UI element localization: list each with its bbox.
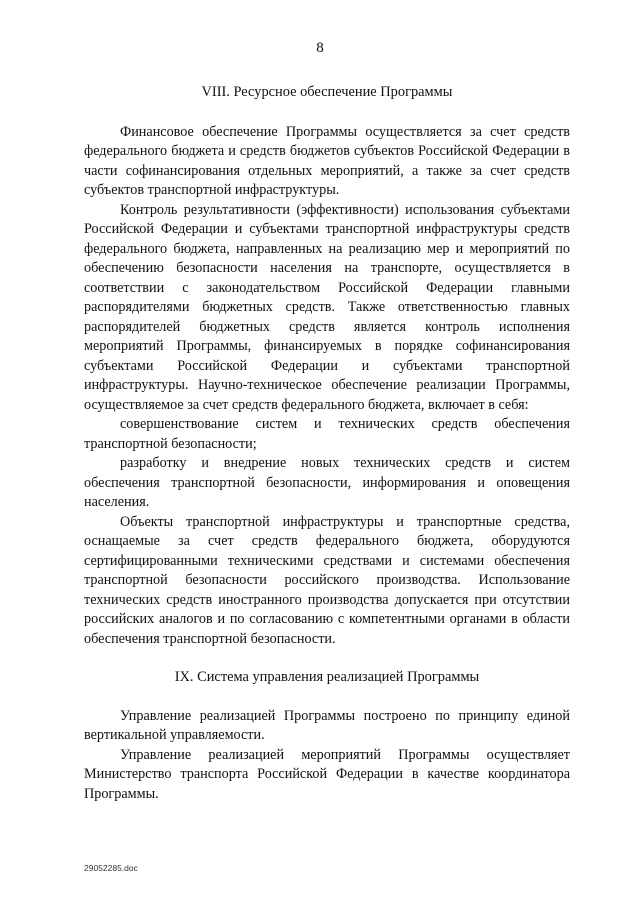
section-8-paragraph-4: разработку и внедрение новых технических средств и систем обеспечения транспортной безопасности, информирования и оповещения населения. (84, 455, 570, 510)
section-8-paragraph-2: Контроль результативности (эффективности) использования субъектами Российской Федерации и субъектами транспортной инфраструктуры средств федерального бюджета, направленных на реализацию мер и мероприятий по обеспечению безопасности населения на транспорте, осуществляется в соответствии с законодательством Российской Федерации главными распорядителями бюджетных средств. Также ответственностью главных распорядителей бюджетных средств является контроль исполнения мероприятий Программы, финансируемых в порядке софинансирования субъектами Российской Федерации и субъектами транспортной инфраструктуры. Научно-техническое обеспечение реализации Программы, осуществляемое за счет средств федерального бюджета, включает в себя: (84, 201, 570, 413)
section-9-paragraph-2: Управление реализацией мероприятий Программы осуществляет Министерство транспорта Российской Федерации в качестве координатора Программы. (84, 746, 570, 802)
section-9-title: IX. Система управления реализацией Программы (174, 669, 480, 685)
section-8-title: VIII. Ресурсное обеспечение Программы (201, 84, 453, 100)
section-8-paragraph-3: совершенствование систем и технических средств обеспечения транспортной безопасности; (84, 416, 570, 452)
document-body (84, 83, 570, 804)
document-code: 29052285.doc (84, 863, 138, 873)
section-8-paragraph-1: Финансовое обеспечение Программы осуществляется за счет средств федерального бюджета и средств бюджетов субъектов Российской Федерации в части софинансирования отдельных мероприятий, а также за счет средств субъектов транспортной инфраструктуры. (84, 123, 570, 198)
section-9-paragraph-1: Управление реализацией Программы построено по принципу единой вертикальной управляемости. (84, 707, 570, 743)
page-number: 8 (316, 40, 324, 56)
section-8-paragraph-5: Объекты транспортной инфраструктуры и транспортные средства, оснащаемые за счет средств федерального бюджета, оборудуются сертифицированными техническими средствами и системами обеспечения транспортной безопасности российского производства. Использование технических средств иностранного производства допускается при отсутствии российских аналогов и по согласованию с компетентными органами в области обеспечения транспортной безопасности. (84, 513, 570, 647)
